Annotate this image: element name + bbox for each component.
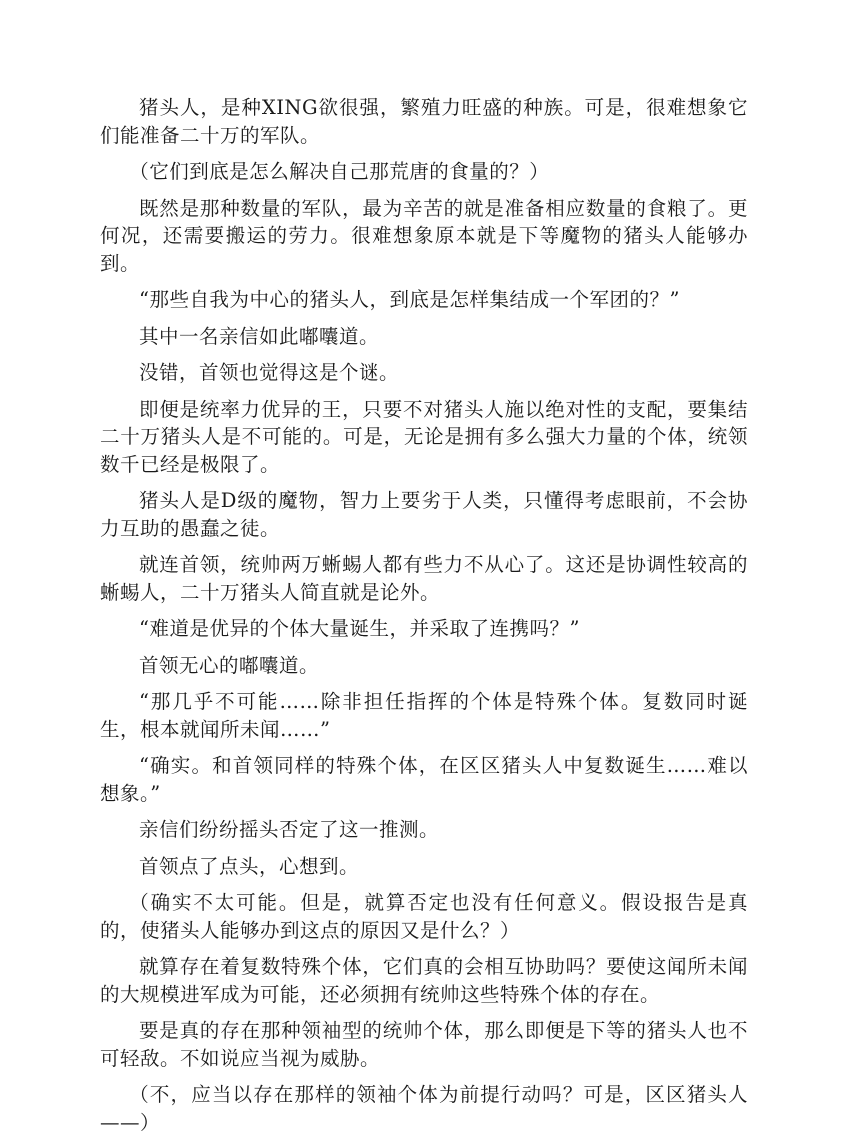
paragraph: （它们到底是怎么解决自己那荒唐的食量的？） (129, 160, 550, 183)
paragraph: 没错，首领也觉得这是个谜。 (139, 361, 400, 384)
paragraph: 猪头人是D级的魔物，智力上要劣于人类，只懂得考虑眼前，不会协力互助的愚蠢之徒。 (100, 489, 748, 540)
paragraph: 要是真的存在那种领袖型的统帅个体，那么即便是下等的猪头人也不可轻敌。不如说应当视为威胁。 (100, 1019, 748, 1070)
paragraph: 就连首领，统帅两万蜥蜴人都有些力不从心了。这还是协调性较高的蜥蜴人，二十万猪头人简直就是论外。 (100, 553, 748, 604)
paragraph: 即便是统率力优异的王，只要不对猪头人施以绝对性的支配，要集结二十万猪头人是不可能的。可是，无论是拥有多么强大力量的个体，统领数千已经是极限了。 (100, 397, 748, 476)
paragraph: 亲信们纷纷摇头否定了这一推测。 (139, 818, 440, 841)
paragraph: “那些自我为中心的猪头人，到底是怎样集结成一个军团的？” (139, 288, 680, 311)
document-page (100, 94, 748, 1145)
paragraph: 首领无心的嘟囔道。 (139, 653, 320, 677)
paragraph: “那几乎不可能……除非担任指挥的个体是特殊个体。复数同时诞生，根本就闻所未闻……” (100, 690, 748, 741)
paragraph: （确实不太可能。但是，就算否定也没有任何意义。假设报告是真的，使猪头人能够办到这点的原因又是什么？） (100, 891, 748, 942)
paragraph: 就算存在着复数特殊个体，它们真的会相互协助吗？要使这闻所未闻的大规模进军成为可能，还必须拥有统帅这些特殊个体的存在。 (100, 955, 748, 1006)
paragraph: “确实。和首领同样的特殊个体，在区区猪头人中复数诞生……难以想象。” (100, 754, 748, 805)
paragraph: 其中一名亲信如此嘟囔道。 (139, 324, 380, 348)
paragraph: “难道是优异的个体大量诞生，并采取了连携吗？” (139, 617, 580, 640)
paragraph: 既然是那种数量的军队，最为辛苦的就是准备相应数量的食粮了。更何况，还需要搬运的劳力。很难想象原本就是下等魔物的猪头人能够办到。 (100, 196, 748, 275)
paragraph: （不，应当以存在那样的领袖个体为前提行动吗？可是，区区猪头人——） (100, 1083, 748, 1134)
paragraph: 猪头人，是种XING欲很强，繁殖力旺盛的种族。可是，很难想象它们能准备二十万的军队。 (100, 96, 748, 147)
paragraph: 首领点了点头，心想到。 (139, 854, 360, 878)
